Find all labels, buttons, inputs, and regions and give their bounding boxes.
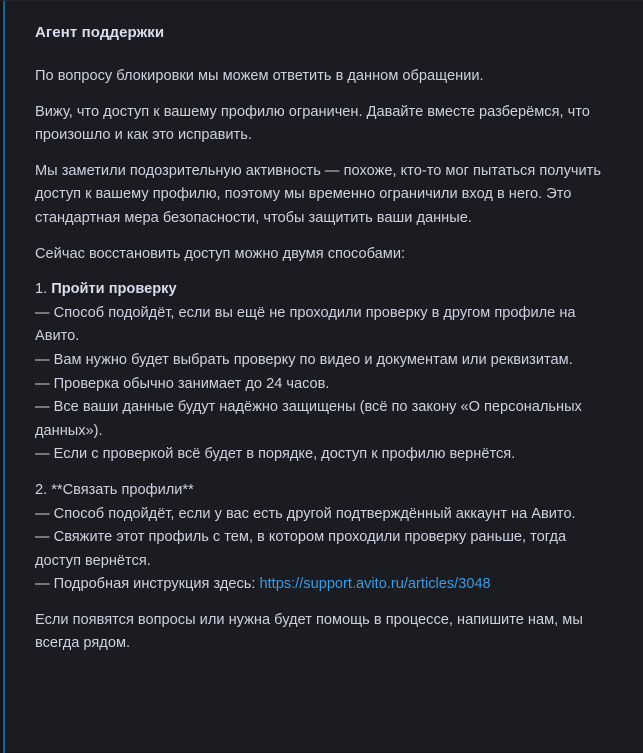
paragraph-closing: Если появятся вопросы или нужна будет помощь в процессе, напишите нам, мы всегда рядом. xyxy=(35,611,583,652)
option-one-bullet: — Если с проверкой всё будет в порядке, доступ к профилю вернётся. xyxy=(35,446,516,463)
option-one-heading xyxy=(35,278,607,302)
paragraph-situation: Вижу, что доступ к вашему профилю ограничен. Давайте вместе разберёмся, что произошло и как это исправить. xyxy=(35,103,590,144)
option-two-bullet: — Свяжите этот профиль с тем, в котором проходили проверку раньше, тогда доступ вернётся. xyxy=(35,529,571,569)
option-one-bullet: — Проверка обычно занимает до 24 часов. xyxy=(35,375,330,392)
option-two-heading: 2. **Связать профили** xyxy=(35,481,194,498)
support-article-link[interactable]: https://support.avito.ru/articles/3048 xyxy=(259,576,491,593)
option-two-link-prefix: — Подробная инструкция здесь: xyxy=(35,576,260,593)
option-one-number: 1. xyxy=(35,281,52,298)
option-one-bullet: — Вам нужно будет выбрать проверку по видео и документам или реквизитам. xyxy=(35,351,573,368)
option-two-bullet: — Способ подойдёт, если у вас есть другой подтверждённый аккаунт на Авито. xyxy=(35,505,576,522)
option-two-block xyxy=(35,479,607,597)
paragraph-options-lead: Сейчас восстановить доступ можно двумя способами: xyxy=(35,245,406,262)
paragraph-intro: По вопросу блокировки мы можем ответить в данном обращении. xyxy=(35,68,484,84)
option-one-block xyxy=(35,278,607,467)
agent-name-heading: Агент поддержки xyxy=(35,24,165,41)
option-one-bullet: — Все ваши данные будут надёжно защищены (всё по закону «О персональных данных»). xyxy=(35,399,586,439)
message-body xyxy=(0,1,643,753)
paragraph-reason: Мы заметили подозрительную активность — похоже, кто-то мог пытаться получить доступ к вашему профилю, поэтому мы временно ограничили вход в него. Это стандартная мера безопасности, чтобы защитить ваши данные. xyxy=(35,162,601,226)
option-two-link-line xyxy=(35,573,607,597)
option-one-bullet: — Способ подойдёт, если вы ещё не проходили проверку в другом профиле на Авито. xyxy=(35,304,580,345)
option-one-title: Пройти проверку xyxy=(51,281,177,298)
